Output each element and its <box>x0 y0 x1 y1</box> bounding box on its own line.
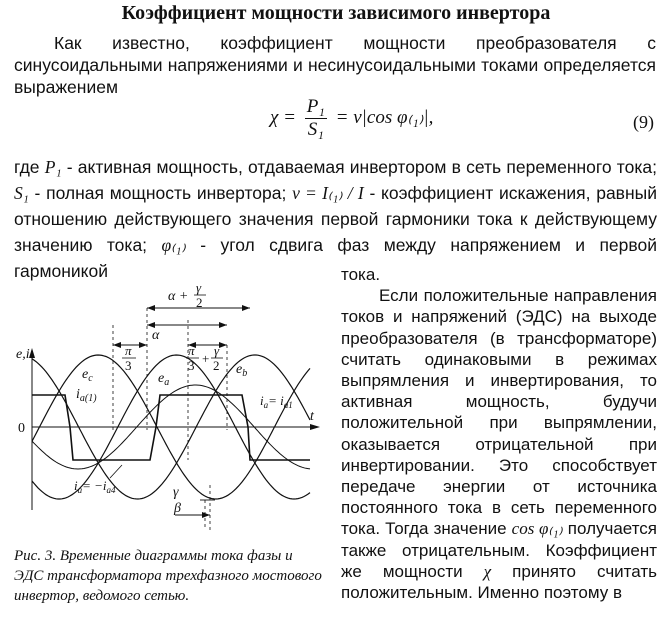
formula-lhs: χ = <box>270 106 296 128</box>
symbol-phi: φ₍₁₎ <box>161 235 186 255</box>
symbol-chi: χ <box>483 561 492 581</box>
label-alpha-plus: α + <box>168 289 189 304</box>
formula-denominator: S₁ <box>307 119 324 140</box>
label-gamma: γ <box>173 485 179 500</box>
right-column-text <box>341 264 657 603</box>
label-ia-eq-neg-ia4: $i_a= -i_{a4}$ <box>74 478 116 495</box>
right-text: Если положительные направления токов и напряжений (ЭДС) на выходе преобразователя (в трансформаторе) считать одинаковыми в режимах выпрямления и инвертирования, то активная мощность, будучи положительной при выпрямлении, оказывается отрицательной при инвертировании. Это способствует передаче энергии от источника постоянного тока в сеть переменного тока. Тогда значение <box>341 286 657 539</box>
label-pi3-num: π <box>125 343 132 358</box>
label-pi3-den: 3 <box>125 358 132 373</box>
label-pi3b-den: 3 <box>188 358 195 373</box>
label-gamma2-den: 2 <box>213 358 220 373</box>
right-text: получается также отрицательным. Коэффициент же мощности <box>341 519 657 581</box>
label-gamma-den: 2 <box>196 295 203 310</box>
symbol-cosphi: cos φ₍₁₎ <box>511 519 563 539</box>
section-title: Коэффициент мощности зависимого инвертора <box>121 2 551 24</box>
label-ec: $e_c$ <box>82 367 93 384</box>
axis-label-t: t <box>310 409 314 424</box>
axis-label-ei: e,i <box>16 347 30 362</box>
defs-text: - полная мощность инвертора; <box>28 183 293 203</box>
label-gamma2-num: γ <box>214 343 220 358</box>
label-ea: $e_a$ <box>158 371 170 388</box>
label-ia-eq-ia1: $i_a= i_{a1}$ <box>260 393 293 410</box>
right-text-line0: тока. <box>341 265 381 284</box>
label-eb: $e_b$ <box>236 362 248 379</box>
defs-text: - коэффициент искажения, равный отношению действующего значения первой гармоники тока к действующему значению тока; <box>14 183 657 255</box>
axis-origin-label: 0 <box>18 421 25 436</box>
timing-diagram <box>10 260 335 540</box>
label-beta: β <box>174 501 181 516</box>
label-pi3b-num: π <box>188 343 195 358</box>
figure-caption: Рис. 3. Временные диаграммы тока фазы и ЭДС трансформатора трехфазного мостового инвертор, ведомого сетью. <box>14 548 322 604</box>
defs-text: - активная мощность, отдаваемая инвертором в сеть переменного тока; <box>61 157 657 177</box>
power-factor-formula <box>270 96 433 141</box>
defs-text: где <box>14 157 45 177</box>
formula-numerator: P₁ <box>306 96 325 117</box>
formula-fraction <box>305 96 327 141</box>
right-paragraph <box>341 285 657 603</box>
label-gamma-num: γ <box>196 280 202 295</box>
defs-text: - угол сдвига фаз между напряжением и первой гармоникой <box>14 235 657 281</box>
symbol-p1: P₁ <box>44 157 62 177</box>
right-text: принято считать положительным. Именно поэтому в <box>341 561 657 603</box>
label-ia1: $i_{a(1)}$ <box>76 387 97 404</box>
intro-paragraph <box>14 32 656 98</box>
label-plus: + <box>202 351 210 366</box>
symbol-s1: S₁ <box>14 183 29 203</box>
symbol-nu: ν = I₍₁₎ / I <box>292 183 364 203</box>
intro-text: Как известно, коэффициент мощности преобразователя с синусоидальными напряжениями и несинусоидальными токами определяется выражением <box>14 33 656 97</box>
formula-rhs: = ν|cos φ₍₁₎|, <box>335 106 434 128</box>
equation-number: (9) <box>633 112 654 132</box>
label-alpha: α <box>152 328 160 343</box>
